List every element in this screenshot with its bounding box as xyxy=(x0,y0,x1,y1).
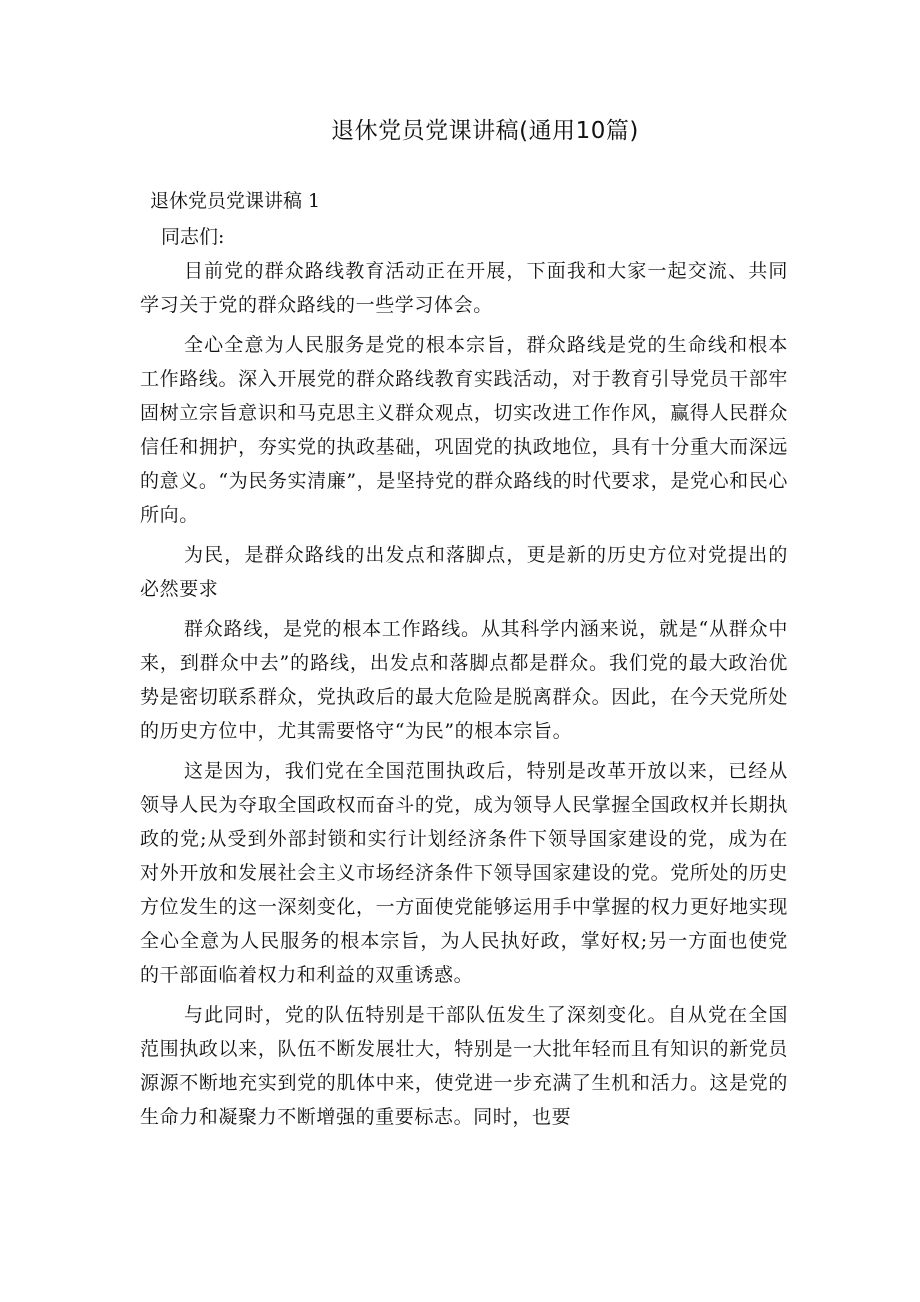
paragraph-2: 全心全意为人民服务是党的根本宗旨，群众路线是党的生命线和根本工作路线。深入开展党的群众路线教育实践活动，对于教育引导党员干部牢固树立宗旨意识和马克思主义群众观点，切实改进工作作风，赢得人民群众信任和拥护，夯实党的执政基础，巩固党的执政地位，具有十分重大而深远的意义。“为民务实清廉”，是坚持党的群众路线的时代要求，是党心和民心所向。 xyxy=(140,334,788,526)
paragraph-5: 这是因为，我们党在全国范围执政后，特别是改革开放以来，已经从领导人民为夺取全国政权而奋斗的党，成为领导人民掌握全国政权并长期执政的党;从受到外部封锁和实行计划经济条件下领导国家建设的党，成为在对外开放和发展社会主义市场经济条件下领导国家建设的党。党所处的历史方位发生的这一深刻变化，一方面使党能够运用手中掌握的权力更好地实现全心全意为人民服务的根本宗旨，为人民执好政，掌好权;另一方面也使党的干部面临着权力和利益的双重诱惑。 xyxy=(140,760,788,986)
paragraph-6: 与此同时，党的队伍特别是干部队伍发生了深刻变化。自从党在全国范围执政以来，队伍不断发展壮大，特别是一大批年轻而且有知识的新党员源源不断地充实到党的肌体中来，使党进一步充满了生机和活力。这是党的生命力和凝聚力不断增强的重要标志。同时，也要 xyxy=(140,1004,788,1128)
document-title: 退休党员党课讲稿(通用10篇) xyxy=(331,118,639,144)
paragraph-4: 群众路线，是党的根本工作路线。从其科学内涵来说，就是“从群众中来，到群众中去”的路线，出发点和落脚点都是群众。我们党的最大政治优势是密切联系群众，党执政后的最大危险是脱离群众。因此，在今天党所处的历史方位中，尤其需要恪守“为民”的根本宗旨。 xyxy=(140,618,788,742)
paragraph-1: 目前党的群众路线教育活动正在开展，下面我和大家一起交流、共同学习关于党的群众路线的一些学习体会。 xyxy=(140,260,788,316)
salutation: 同志们: xyxy=(161,226,225,248)
section-heading: 退休党员党课讲稿 1 xyxy=(150,190,321,212)
body-text xyxy=(140,250,788,1134)
paragraph-3: 为民，是群众路线的出发点和落脚点，更是新的历史方位对党提出的必然要求 xyxy=(140,544,788,600)
